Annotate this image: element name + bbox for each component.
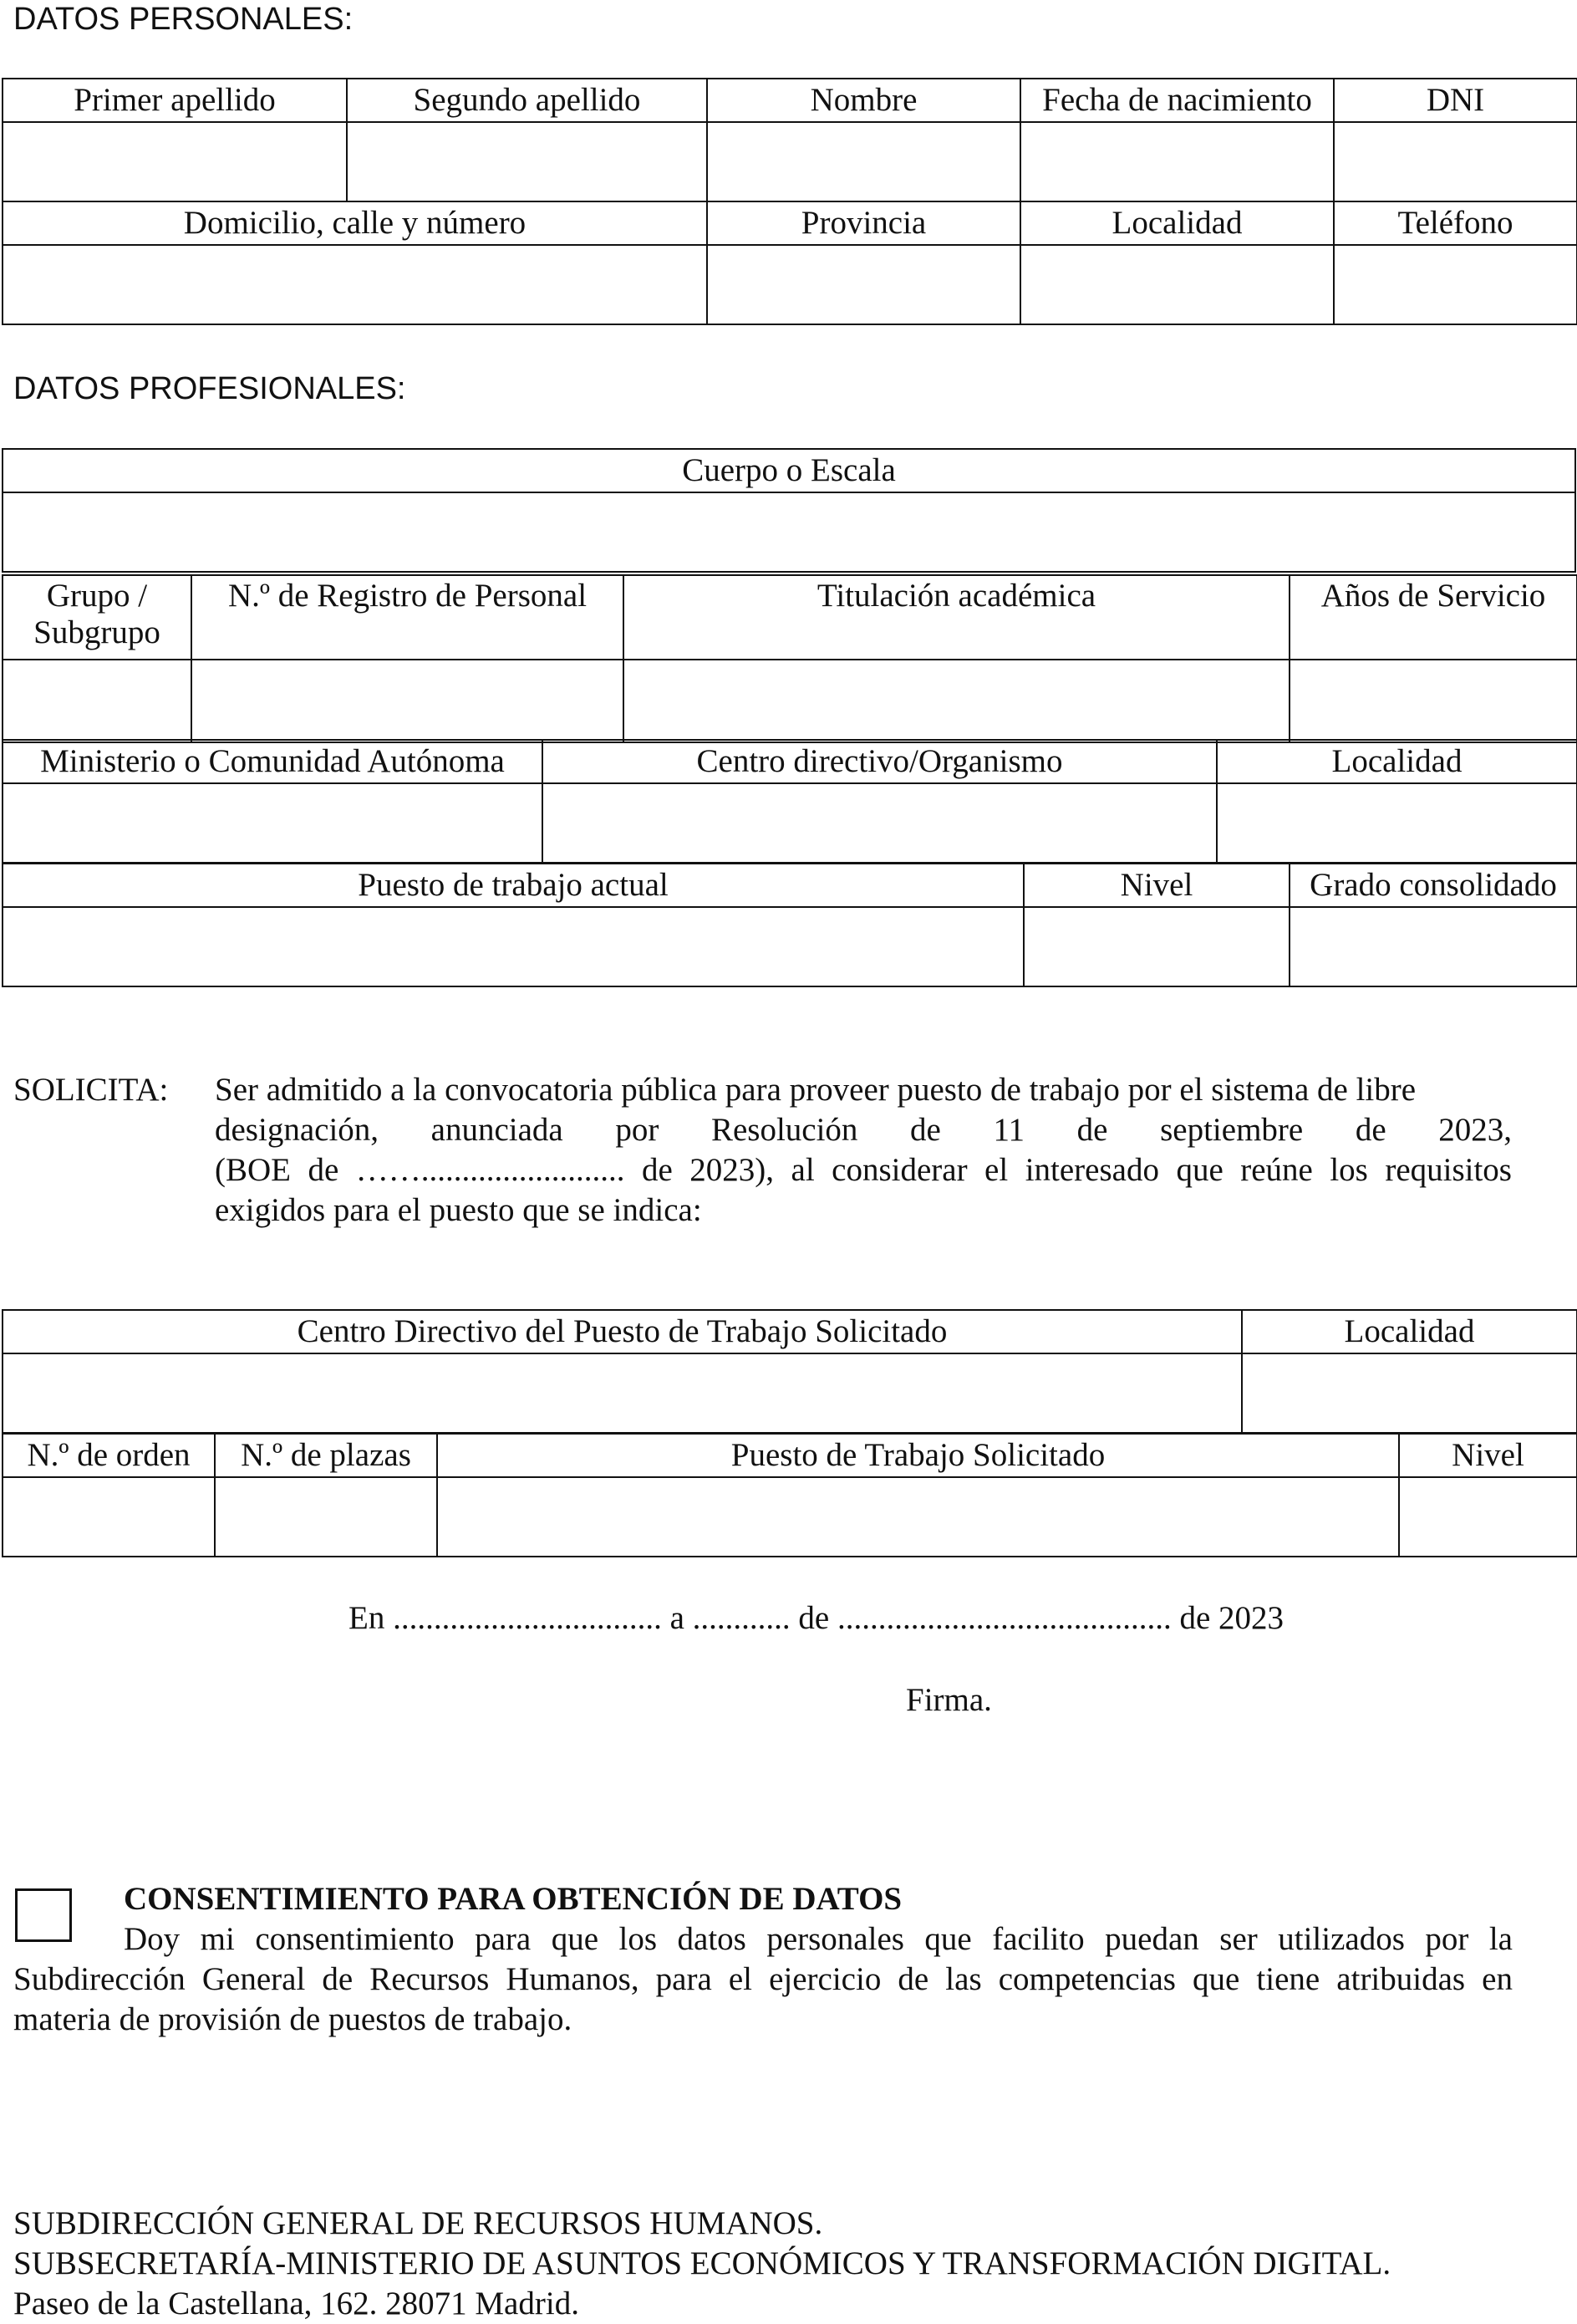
date-line: En ................................. a ............ de ......................................... de 2023	[348, 1600, 1284, 1636]
label-titulacion: Titulación académica	[623, 575, 1290, 660]
field-anos-servicio[interactable]	[1290, 660, 1577, 742]
label-localidad: Localidad	[1020, 201, 1334, 245]
label-fecha-nacimiento: Fecha de nacimiento	[1020, 79, 1334, 122]
solicita-line-3: (BOE de ……......................... de 2023), al considerar el interesado que reúne los requisitos	[215, 1152, 1512, 1188]
label-ministerio: Ministerio o Comunidad Autónoma	[3, 740, 542, 783]
label-domicilio: Domicilio, calle y número	[3, 201, 707, 245]
field-numero-orden[interactable]	[3, 1477, 215, 1557]
ministerio-table	[2, 739, 1577, 864]
field-nivel-solicitado[interactable]	[1399, 1477, 1577, 1557]
field-dni[interactable]	[1334, 122, 1577, 201]
label-anos-servicio: Años de Servicio	[1290, 575, 1577, 660]
field-fecha-nacimiento[interactable]	[1020, 122, 1334, 201]
consent-line-1: Doy mi consentimiento para que los datos personales que facilito puedan ser utilizados por la	[124, 1921, 1513, 1957]
centro-solicitado-table	[2, 1309, 1577, 1434]
label-centro-directivo: Centro directivo/Organismo	[542, 740, 1217, 783]
field-centro-solicitado[interactable]	[3, 1353, 1242, 1433]
footer-line-3: Paseo de la Castellana, 162. 28071 Madrid.	[13, 2286, 579, 2321]
puesto-solicitado-table	[2, 1433, 1577, 1557]
solicita-line-1: Ser admitido a la convocatoria pública para proveer puesto de trabajo por el sistema de libre	[215, 1072, 1417, 1108]
field-ministerio[interactable]	[3, 783, 542, 863]
label-localidad-profesional: Localidad	[1217, 740, 1577, 783]
label-telefono: Teléfono	[1334, 201, 1577, 245]
field-segundo-apellido[interactable]	[347, 122, 707, 201]
signature-label: Firma.	[906, 1682, 992, 1718]
label-dni: DNI	[1334, 79, 1577, 122]
label-registro-personal: N.º de Registro de Personal	[191, 575, 623, 660]
cuerpo-table	[2, 448, 1576, 573]
label-nombre: Nombre	[707, 79, 1020, 122]
label-nivel-solicitado: Nivel	[1399, 1434, 1577, 1477]
label-cuerpo-escala: Cuerpo o Escala	[3, 449, 1575, 492]
label-segundo-apellido: Segundo apellido	[347, 79, 707, 122]
field-grupo-subgrupo[interactable]	[3, 660, 191, 742]
puesto-actual-table	[2, 863, 1577, 987]
field-nombre[interactable]	[707, 122, 1020, 201]
field-puesto-actual[interactable]	[3, 907, 1024, 986]
field-titulacion[interactable]	[623, 660, 1290, 742]
field-provincia[interactable]	[707, 245, 1020, 324]
label-grado-consolidado: Grado consolidado	[1290, 864, 1577, 907]
consent-text	[13, 1919, 1513, 2040]
personal-data-heading: DATOS PERSONALES:	[13, 2, 354, 37]
field-puesto-solicitado[interactable]	[437, 1477, 1399, 1557]
solicita-text	[215, 1070, 1512, 1231]
personal-data-table	[2, 78, 1577, 325]
consent-title: CONSENTIMIENTO PARA OBTENCIÓN DE DATOS	[124, 1881, 903, 1917]
footer-line-1: SUBDIRECCIÓN GENERAL DE RECURSOS HUMANOS.	[13, 2205, 823, 2241]
label-puesto-actual: Puesto de trabajo actual	[3, 864, 1024, 907]
label-provincia: Provincia	[707, 201, 1020, 245]
consent-line-3: materia de provisión de puestos de trabajo.	[13, 2001, 572, 2037]
label-centro-solicitado: Centro Directivo del Puesto de Trabajo Solicitado	[3, 1310, 1242, 1353]
field-cuerpo-escala[interactable]	[3, 492, 1575, 572]
label-primer-apellido: Primer apellido	[3, 79, 347, 122]
solicita-line-4: exigidos para el puesto que se indica:	[215, 1192, 702, 1228]
professional-data-heading: DATOS PROFESIONALES:	[13, 371, 406, 406]
field-primer-apellido[interactable]	[3, 122, 347, 201]
field-localidad[interactable]	[1020, 245, 1334, 324]
label-nivel-actual: Nivel	[1024, 864, 1290, 907]
label-localidad-solicitada: Localidad	[1242, 1310, 1577, 1353]
label-grupo-subgrupo: Grupo / Subgrupo	[3, 575, 191, 660]
solicita-line-2: designación, anunciada por Resolución de 11 de septiembre de 2023,	[215, 1112, 1512, 1148]
label-numero-orden: N.º de orden	[3, 1434, 215, 1477]
field-localidad-profesional[interactable]	[1217, 783, 1577, 863]
field-numero-plazas[interactable]	[215, 1477, 437, 1557]
label-numero-plazas: N.º de plazas	[215, 1434, 437, 1477]
field-localidad-solicitada[interactable]	[1242, 1353, 1577, 1433]
field-grado-consolidado[interactable]	[1290, 907, 1577, 986]
field-domicilio[interactable]	[3, 245, 707, 324]
grupo-table	[2, 574, 1577, 743]
label-puesto-solicitado: Puesto de Trabajo Solicitado	[437, 1434, 1399, 1477]
field-nivel-actual[interactable]	[1024, 907, 1290, 986]
field-telefono[interactable]	[1334, 245, 1577, 324]
field-centro-directivo[interactable]	[542, 783, 1217, 863]
solicita-label: SOLICITA:	[13, 1072, 169, 1108]
footer-address	[13, 2204, 1391, 2324]
footer-line-2: SUBSECRETARÍA-MINISTERIO DE ASUNTOS ECONÓMICOS Y TRANSFORMACIÓN DIGITAL.	[13, 2245, 1391, 2281]
consent-line-2: Subdirección General de Recursos Humanos, para el ejercicio de las competencias que tiene atribuidas en	[13, 1961, 1513, 1997]
field-registro-personal[interactable]	[191, 660, 623, 742]
